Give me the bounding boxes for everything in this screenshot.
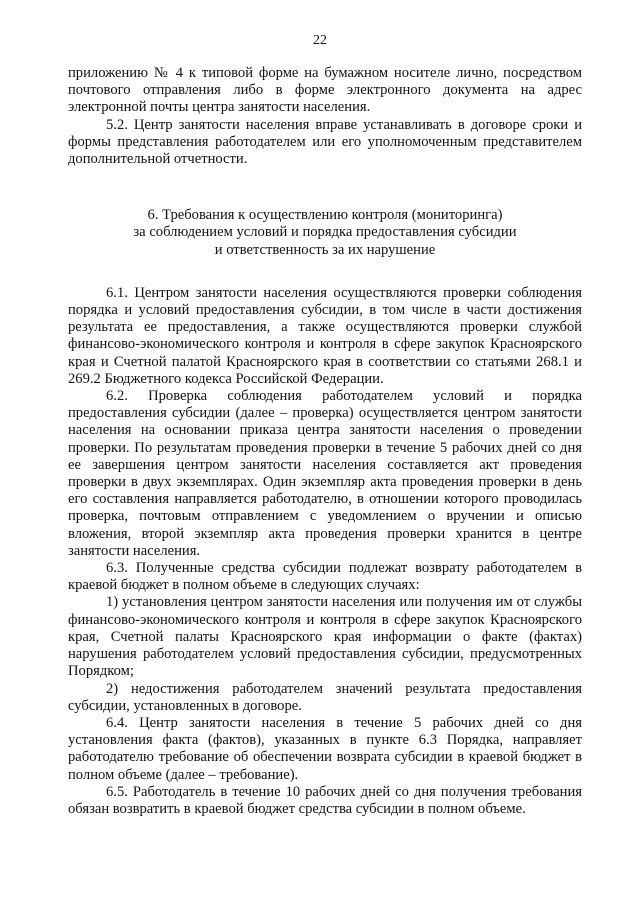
document-body [68, 65, 582, 818]
spacer [68, 259, 582, 285]
paragraph-6-2: 6.2. Проверка соблюдения работодателем условий и порядка предоставления субсидии (далее – проверка) осуществляется центром занятости населения на основании приказа центра занятости населения о проведении проверки. По результатам проведения проверки в течение 5 рабочих дней со дня ее завершения центром занятости населения составляется акт проведения проверки в двух экземплярах. Один экземпляр акта проведения проверки в день его составления направляется работодателю, в отношении которого проводилась проверка, почтовым отправлением с уведомлением о вручении и описью вложения, второй экземпляр акта проведения проверки хранится в центре занятости населения. [68, 388, 582, 559]
section-heading-line-3: и ответственность за их нарушение [214, 241, 436, 258]
paragraph-6-1: 6.1. Центром занятости населения осуществляются проверки соблюдения порядка и условий предоставления субсидии, в том числе в части достижения результата ее предоставления, а также осуществляются проверки службой финансово-экономического контроля и контроля в сфере закупок Красноярского края и Счетной палатой Красноярского края в соответствии со статьями 268.1 и 269.2 Бюджетного кодекса Российской Федерации. [68, 284, 582, 387]
page-number: 22 [313, 33, 327, 48]
paragraph-continuation: приложению № 4 к типовой форме на бумажном носителе лично, посредством почтового отправления либо в форме электронного документа на адрес электронной почты центра занятости населения. [68, 65, 582, 116]
section-heading-line-2: за соблюдением условий и порядка предоставления субсидии [133, 224, 517, 241]
spacer [68, 168, 582, 207]
paragraph-6-4: 6.4. Центр занятости населения в течение 5 рабочих дней со дня установления факта (фактов), указанных в пункте 6.3 Порядка, направляет работодателю требование об обеспечении возврата субсидии в краевой бюджет в полном объеме (далее – требование). [68, 714, 582, 783]
section-heading-line-1: 6. Требования к осуществлению контроля (мониторинга) [147, 207, 503, 224]
paragraph-5-2: 5.2. Центр занятости населения вправе устанавливать в договоре сроки и формы представления работодателем или его уполномоченным представителем дополнительной отчетности. [68, 116, 582, 168]
section-heading [68, 207, 582, 259]
list-item-6-3-1: 1) установления центром занятости населения или получения им от службы финансово-экономического контроля и контроля в сфере закупок Красноярского края, Счетной палаты Красноярского края информации о факте (фактах) нарушения работодателем условий предоставления субсидии, предусмотренных Порядком; [68, 594, 582, 680]
paragraph-6-5: 6.5. Работодатель в течение 10 рабочих дней со дня получения требования обязан возвратить в краевой бюджет средства субсидии в полном объеме. [68, 783, 582, 817]
paragraph-6-3: 6.3. Полученные средства субсидии подлежат возврату работодателем в краевой бюджет в полном объеме в следующих случаях: [68, 560, 582, 594]
list-item-6-3-2: 2) недостижения работодателем значений результата предоставления субсидии, установленных в договоре. [68, 680, 582, 714]
